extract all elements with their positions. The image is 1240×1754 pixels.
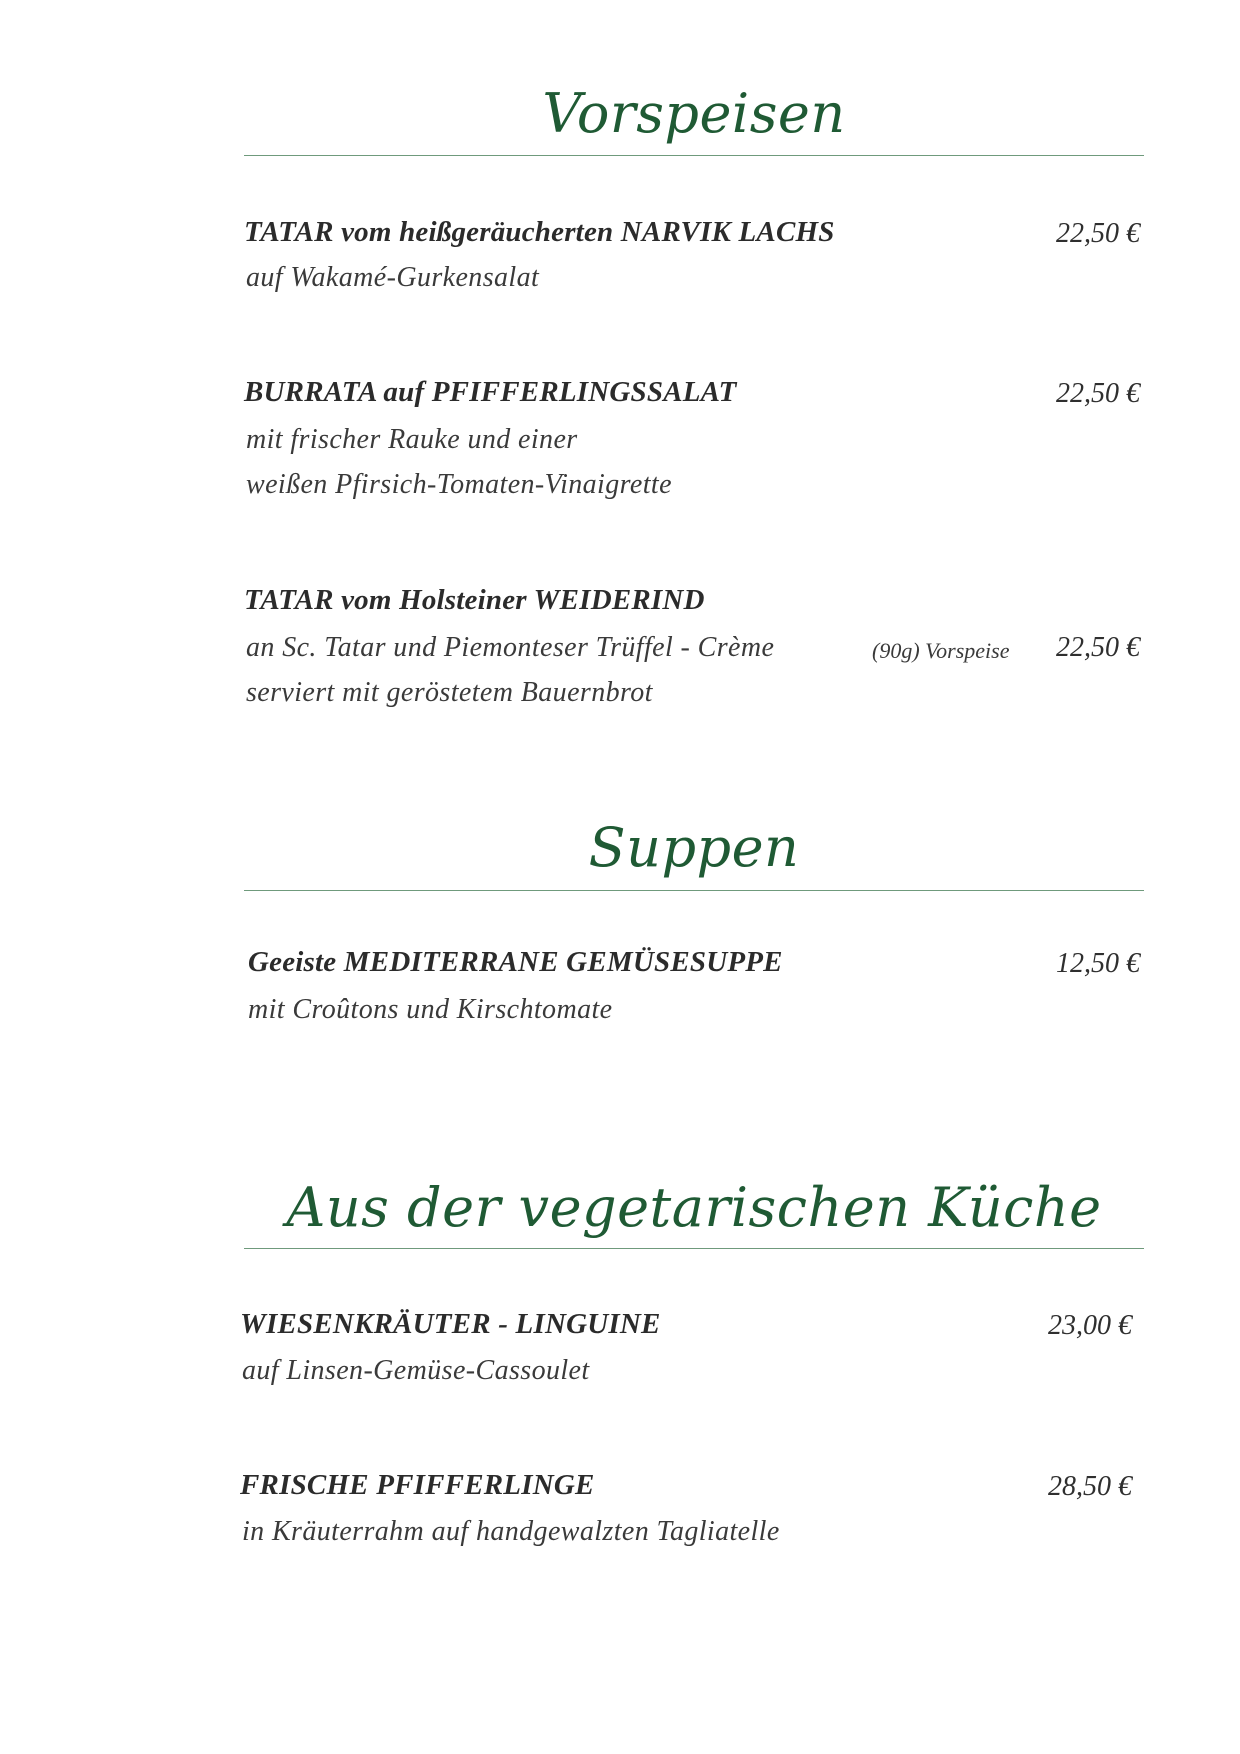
dish-description: auf Wakamé-Gurkensalat: [246, 262, 540, 293]
dish-price: 22,50 €: [1056, 378, 1140, 409]
dish-description: weißen Pfirsich-Tomaten-Vinaigrette: [246, 469, 672, 500]
dish-price: 12,50 €: [1056, 948, 1140, 979]
dish-price: 22,50 €: [1056, 632, 1140, 663]
dish-description: an Sc. Tatar und Piemonteser Trüffel - Crème: [246, 632, 775, 663]
dish-name: Geeiste MEDITERRANE GEMÜSESUPPE: [248, 946, 783, 978]
dish-price: 28,50 €: [1048, 1471, 1132, 1502]
dish-name: FRISCHE PFIFFERLINGE: [240, 1469, 595, 1501]
dish-name: TATAR vom Holsteiner WEIDERIND: [244, 584, 705, 616]
dish-description: in Kräuterrahm auf handgewalzten Tagliatelle: [242, 1516, 780, 1547]
dish-description: auf Linsen-Gemüse-Cassoulet: [242, 1355, 590, 1386]
dish-name: TATAR vom heißgeräucherten NARVIK LACHS: [244, 216, 835, 248]
section-divider: [244, 890, 1144, 891]
dish-price: 23,00 €: [1048, 1310, 1132, 1341]
section-title-vegetarisch: Aus der vegetarischen Küche: [286, 1176, 1102, 1239]
section-divider: [244, 155, 1144, 156]
section-divider: [244, 1248, 1144, 1249]
section-title-vorspeisen: Vorspeisen: [542, 82, 846, 145]
dish-name: WIESENKRÄUTER - LINGUINE: [240, 1308, 661, 1340]
dish-description: mit Croûtons und Kirschtomate: [248, 994, 613, 1025]
dish-price: 22,50 €: [1056, 218, 1140, 249]
portion-note: (90g) Vorspeise: [872, 638, 1010, 663]
dish-description: serviert mit geröstetem Bauernbrot: [246, 677, 653, 708]
dish-description: mit frischer Rauke und einer: [246, 424, 578, 455]
section-title-suppen: Suppen: [588, 816, 800, 879]
dish-name: BURRATA auf PFIFFERLINGSSALAT: [244, 376, 737, 408]
